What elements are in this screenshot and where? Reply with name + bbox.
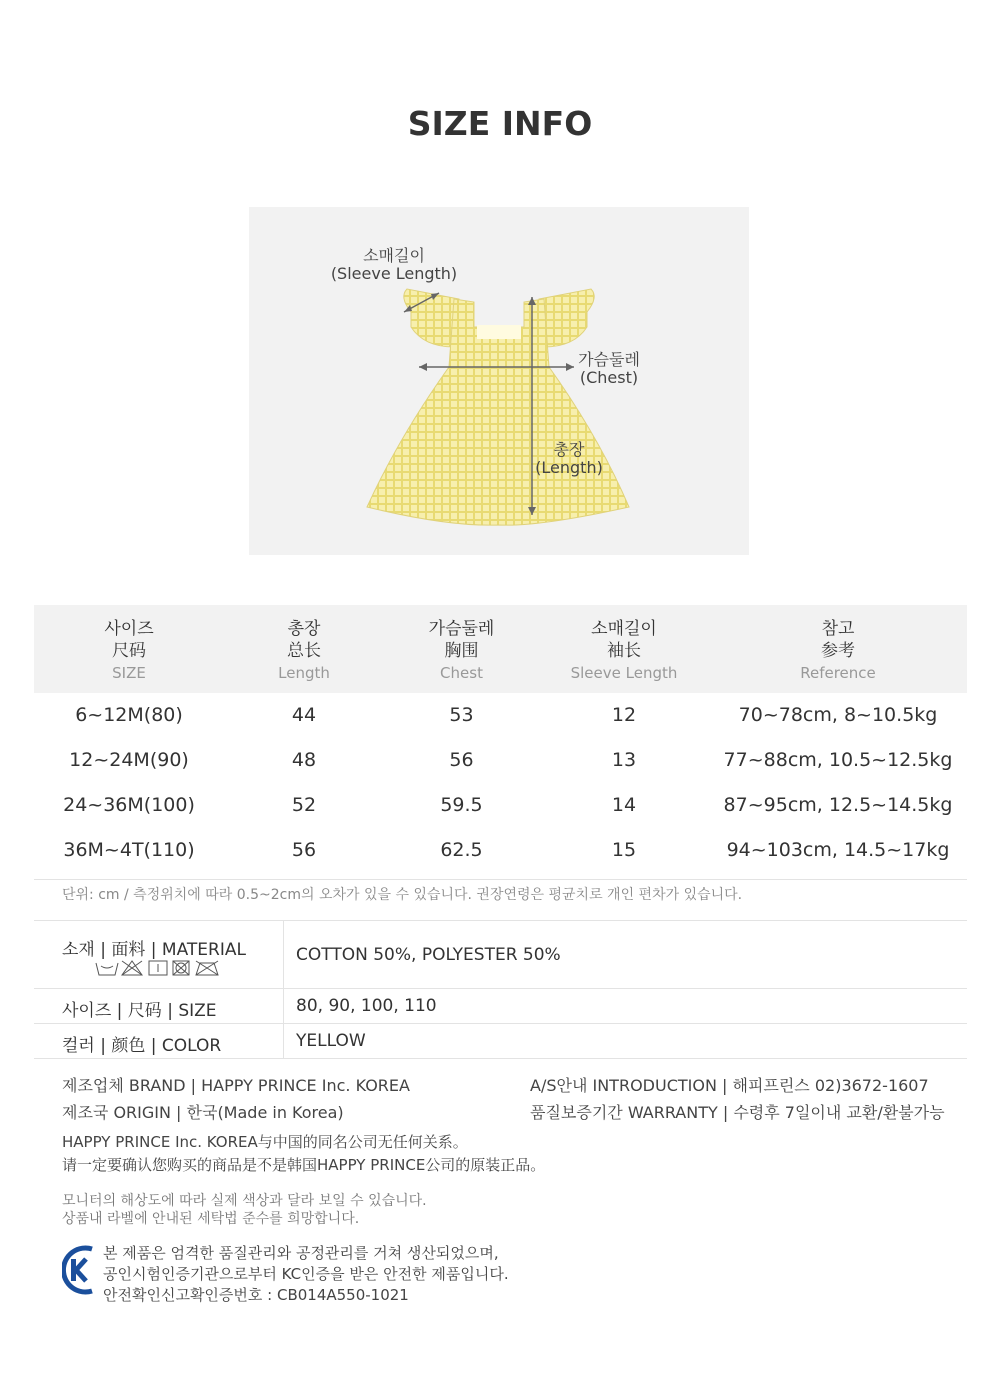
cell-length: 52 — [291, 794, 317, 816]
column-divider — [283, 921, 284, 1058]
cell-reference: 77~88cm, 10.5~12.5kg — [723, 749, 953, 771]
size-table — [34, 605, 967, 873]
kc-logo-icon — [62, 1245, 96, 1299]
cell-length: 44 — [291, 704, 317, 726]
table-row — [34, 693, 967, 738]
cell-length: 48 — [291, 749, 317, 771]
cn-notice-2: 请一定要确认您购买的商品是不是韩国HAPPY PRINCE公司的原装正品。 — [62, 1156, 546, 1174]
no-bleach-icon — [122, 961, 142, 975]
cell-size: 36M~4T(110) — [63, 839, 195, 861]
cell-sleeve: 15 — [611, 839, 637, 861]
header-chest: 가슴둘레 胸围 Chest — [428, 619, 495, 682]
table-row — [34, 738, 967, 783]
cell-reference: 94~103cm, 14.5~17kg — [726, 839, 950, 861]
header-size: 사이즈 尺码 SIZE — [104, 619, 154, 682]
divider — [34, 920, 967, 921]
dress-illustration — [249, 207, 749, 555]
header-sleeve: 소매길이 袖长 Sleeve Length — [570, 619, 678, 682]
table-header — [34, 605, 967, 693]
color-label: 컬러 | 颜色 | COLOR — [62, 1036, 222, 1056]
cell-reference: 87~95cm, 12.5~14.5kg — [723, 794, 953, 816]
no-dry-clean-icon — [196, 961, 218, 975]
hand-wash-icon — [96, 963, 118, 975]
kc-certification-text: 본 제품은 엄격한 품질관리와 공정관리를 거쳐 생산되었으며, 공인시험인증기관으로부터 KC인증을 받은 안전한 제품입니다. 안전확인신고확인증번호 : CB014A550-1021 — [103, 1244, 509, 1304]
measurement-note: 단위: cm / 측정위치에 따라 0.5~2cm의 오차가 있을 수 있습니다. 권장연령은 평균치로 개인 편차가 있습니다. — [62, 887, 743, 903]
table-row — [34, 828, 967, 873]
cell-chest: 62.5 — [440, 839, 483, 861]
length-label: 총장 (Length) — [535, 440, 603, 477]
chest-label: 가슴둘레 (Chest) — [578, 350, 640, 387]
monitor-notice: 모니터의 해상도에 따라 실제 색상과 달라 보일 수 있습니다. — [62, 1193, 427, 1209]
cell-sleeve: 14 — [611, 794, 637, 816]
cell-chest: 59.5 — [440, 794, 483, 816]
cn-notice-1: HAPPY PRINCE Inc. KOREA与中国的同名公司无任何关系。 — [62, 1133, 468, 1151]
warranty-info: 품질보증기간 WARRANTY | 수령후 7일이내 교환/환불가능 — [530, 1103, 945, 1122]
cell-sleeve: 12 — [611, 704, 637, 726]
divider — [34, 1023, 967, 1024]
divider — [34, 1058, 967, 1059]
label-notice: 상품내 라벨에 안내된 세탁법 준수를 희망합니다. — [62, 1211, 360, 1227]
divider — [34, 879, 967, 880]
cell-sleeve: 13 — [611, 749, 637, 771]
divider — [34, 988, 967, 989]
size-label: 사이즈 | 尺码 | SIZE — [62, 1001, 217, 1021]
page-title: SIZE INFO — [407, 104, 593, 143]
color-value: YELLOW — [296, 1031, 366, 1051]
cell-size: 24~36M(100) — [63, 794, 195, 816]
cell-length: 56 — [291, 839, 317, 861]
cell-size: 12~24M(90) — [69, 749, 189, 771]
material-label: 소재 | 面料 | MATERIAL — [62, 940, 246, 960]
product-diagram — [249, 207, 749, 555]
cell-reference: 70~78cm, 8~10.5kg — [738, 704, 938, 726]
header-length: 총장 总长 Length — [278, 619, 330, 682]
header-reference: 참고 参考 Reference — [800, 619, 876, 682]
as-info: A/S안내 INTRODUCTION | 해피프린스 02)3672-1607 — [530, 1076, 929, 1095]
brand-info: 제조업체 BRAND | HAPPY PRINCE Inc. KOREA — [62, 1076, 410, 1095]
table-row — [34, 783, 967, 828]
cell-chest: 53 — [449, 704, 474, 726]
material-value: COTTON 50%, POLYESTER 50% — [296, 945, 561, 965]
care-icons — [95, 958, 220, 982]
hang-dry-icon — [149, 961, 167, 975]
size-value: 80, 90, 100, 110 — [296, 996, 437, 1016]
cell-chest: 56 — [449, 749, 474, 771]
origin-info: 제조국 ORIGIN | 한국(Made in Korea) — [62, 1103, 344, 1122]
sleeve-label: 소매길이 (Sleeve Length) — [330, 246, 458, 283]
no-tumble-dry-icon — [173, 961, 189, 975]
cell-size: 6~12M(80) — [75, 704, 183, 726]
